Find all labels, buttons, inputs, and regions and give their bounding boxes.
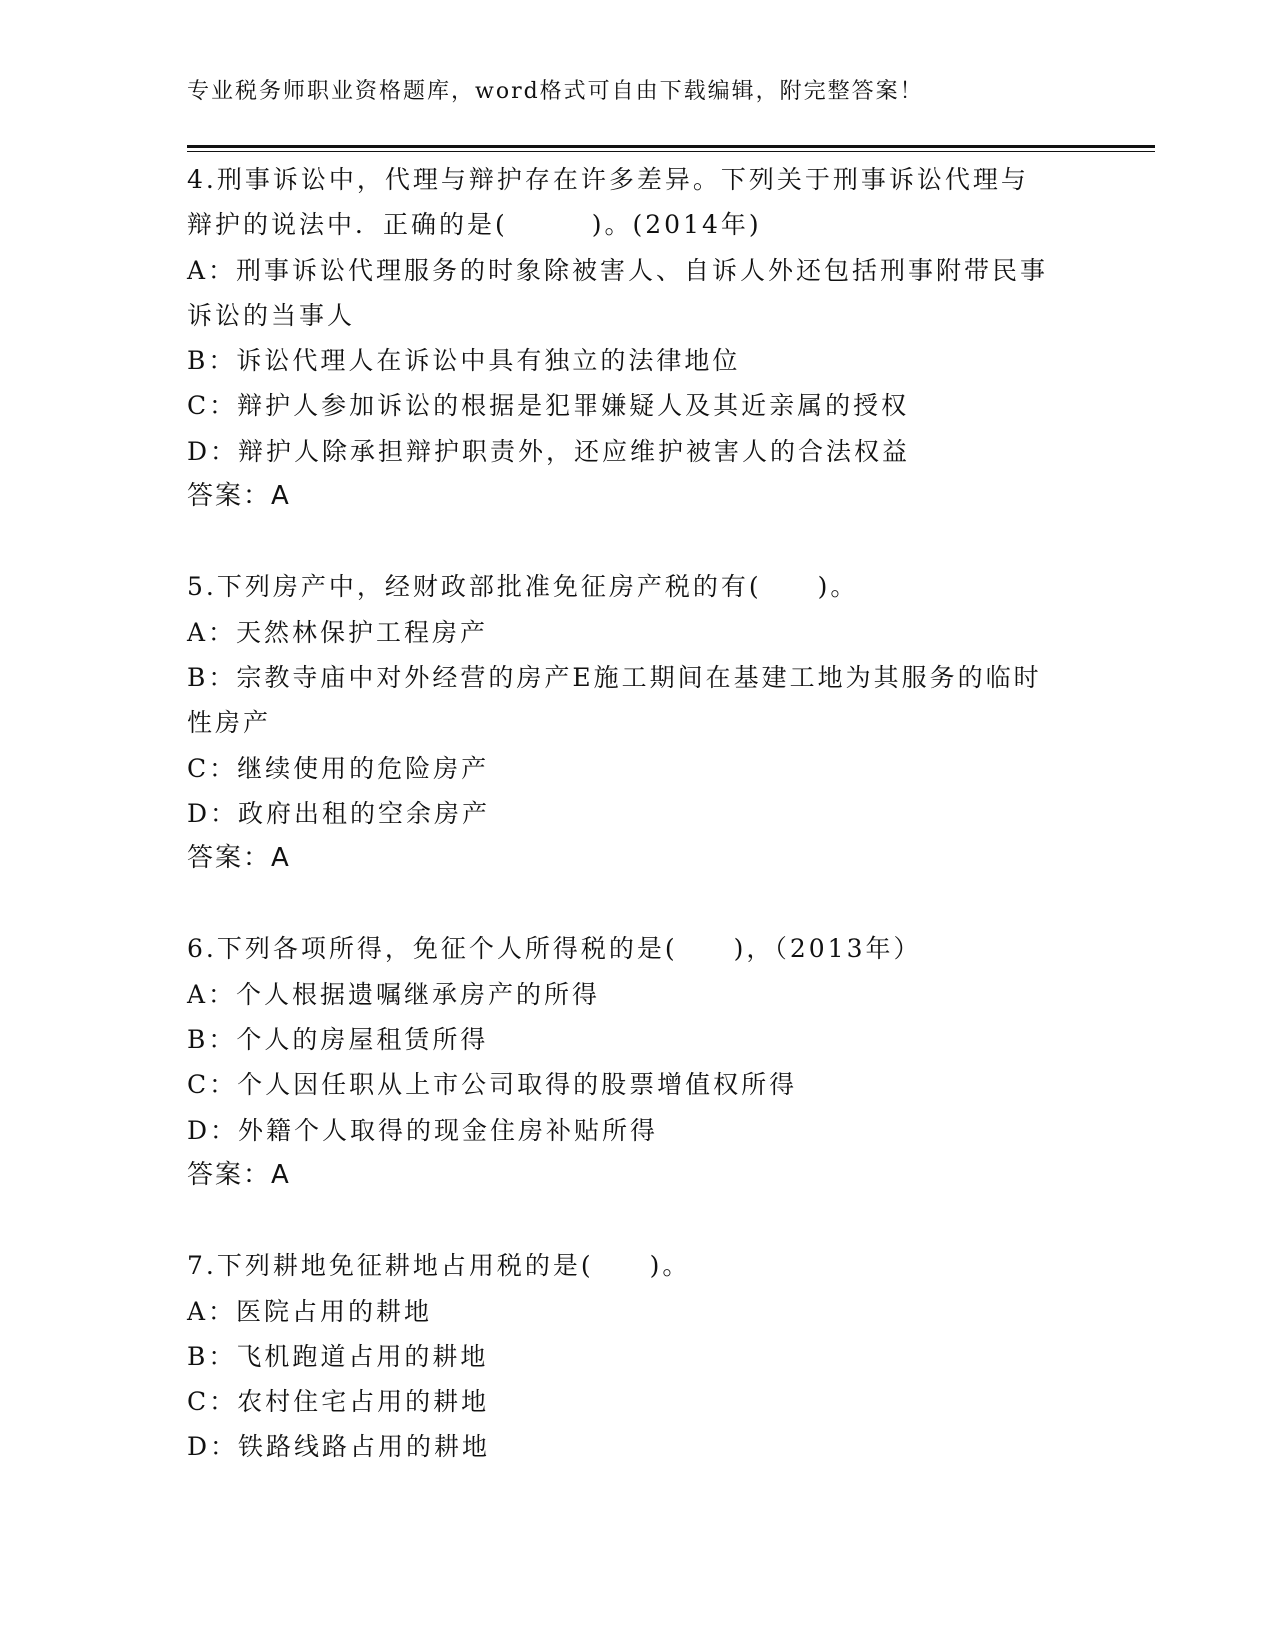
option-c: C：辩护人参加诉讼的根据是犯罪嫌疑人及其近亲属的授权 — [187, 391, 910, 421]
question-stem-line: 5.下列房产中，经财政部批准免征房产税的有( )。 — [187, 572, 859, 602]
answer-label: 答案：A — [187, 481, 291, 512]
question-stem-line: 辩护的说法中．正确的是( )。(2014年) — [187, 210, 762, 240]
question-item — [187, 564, 1087, 881]
question-item — [187, 926, 1087, 1198]
option-c: C：个人因任职从上市公司取得的股票增值权所得 — [187, 1070, 798, 1100]
option-d: D：政府出租的空余房产 — [187, 798, 491, 828]
option-d: D：铁路线路占用的耕地 — [187, 1432, 491, 1462]
header-rule-thin — [187, 151, 1155, 152]
question-item — [187, 157, 1087, 519]
question-stem-line: 4.刑事诉讼中，代理与辩护存在许多差异。下列关于刑事诉讼代理与 — [187, 165, 1029, 194]
option-a: A：天然林保护工程房产 — [187, 617, 489, 647]
question-list — [187, 157, 1087, 1470]
option-a: A：医院占用的耕地 — [187, 1296, 433, 1326]
option-b: B：个人的房屋租赁所得 — [187, 1025, 489, 1055]
option-d: D：外籍个人取得的现金住房补贴所得 — [187, 1115, 659, 1145]
answer-label: 答案：A — [187, 843, 291, 874]
option-b-continued: 性房产 — [187, 708, 272, 738]
option-b: B：飞机跑道占用的耕地 — [187, 1341, 489, 1371]
page-header: 专业税务师职业资格题库，word格式可自由下载编辑，附完整答案！ — [187, 79, 924, 104]
option-a-continued: 诉讼的当事人 — [187, 300, 356, 330]
option-c: C：农村住宅占用的耕地 — [187, 1387, 490, 1417]
question-stem-line: 6.下列各项所得，免征个人所得税的是( )，（2013年） — [187, 934, 922, 964]
option-b: B：宗教寺庙中对外经营的房产E施工期间在基建工地为其服务的临时 — [187, 662, 1042, 692]
option-a: A：个人根据遗嘱继承房产的所得 — [187, 979, 601, 1009]
question-item — [187, 1243, 1087, 1469]
option-a: A：刑事诉讼代理服务的时象除被害人、自诉人外还包括刑事附带民事 — [187, 255, 1049, 285]
header-rule-thick — [187, 145, 1155, 148]
question-stem-line: 7.下列耕地免征耕地占用税的是( )。 — [187, 1251, 691, 1281]
answer-label: 答案：A — [187, 1159, 291, 1190]
option-b: B：诉讼代理人在诉讼中具有独立的法律地位 — [187, 346, 741, 376]
option-c: C：继续使用的危险房产 — [187, 753, 490, 783]
option-d: D：辩护人除承担辩护职责外，还应维护被害人的合法权益 — [187, 436, 911, 466]
